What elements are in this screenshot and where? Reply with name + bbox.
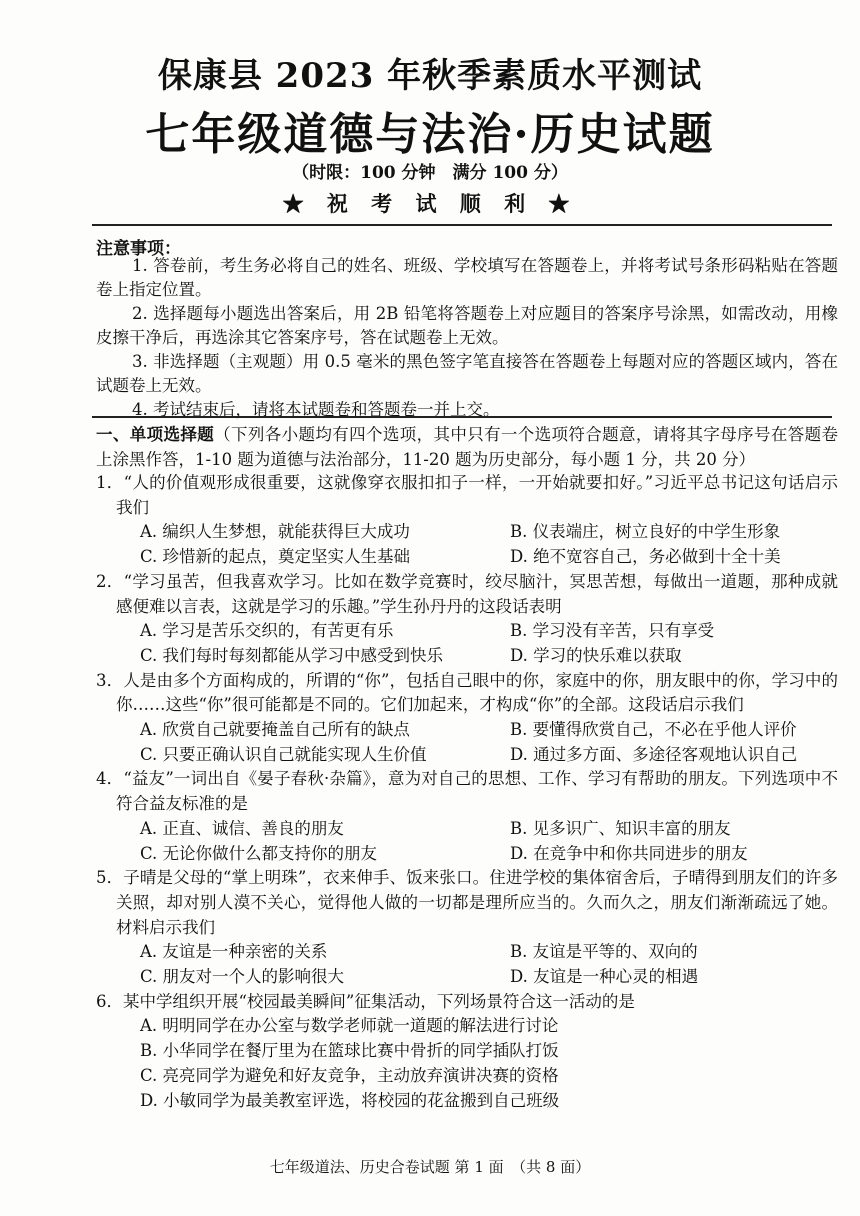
option-b: B. 要懂得欣赏自己，不必在乎他人评价 [510, 720, 797, 740]
question-options [96, 520, 838, 569]
exam-time-score: （时限：100 分钟 满分 100 分） [292, 163, 568, 183]
question-6 [96, 990, 838, 1114]
option-c: C. 朋友对一个人的影响很大 [140, 967, 345, 987]
option-d: D. 在竞争中和你共同进步的朋友 [510, 843, 748, 863]
option-c: C. 珍惜新的起点，奠定坚实人生基础 [140, 547, 411, 567]
notes-list [96, 254, 838, 422]
question-1 [96, 471, 838, 570]
option-a: A. 编织人生梦想，就能获得巨大成功 [140, 522, 410, 542]
option-c: C. 无论你做什么都支持你的朋友 [140, 843, 378, 863]
note-item: 1. 答卷前，考生务必将自己的姓名、班级、学校填写在答题卷上，并将考试号条形码粘贴在答题卷上指定位置。 [96, 256, 838, 299]
question-5 [96, 866, 838, 990]
section-heading [96, 422, 838, 472]
option-c: C. 我们每时每刻都能从学习中感受到快乐 [140, 645, 444, 665]
header-rule [92, 224, 832, 226]
option-b: B. 小华同学在餐厅里为在篮球比赛中骨折的同学插队打饭 [140, 1041, 559, 1061]
option-b: B. 学习没有辛苦，只有享受 [510, 621, 715, 641]
question-stem: 2．“学习虽苦，但我喜欢学习。比如在数学竞赛时，绞尽脑汁，冥思苦想，每做出一道题，那种成就感便难以言表，这就是学习的乐趣。”学生孙丹丹的这段话表明 [96, 571, 838, 616]
question-3 [96, 669, 838, 768]
option-d: D. 友谊是一种心灵的相遇 [510, 967, 699, 987]
option-d: D. 绝不宽容自己，务必做到十全十美 [510, 547, 781, 567]
question-2 [96, 570, 838, 669]
note-item: 4. 考试结束后，请将本试题卷和答题卷一并上交。 [132, 400, 500, 419]
notes-title: 注意事项： [96, 239, 181, 259]
question-stem: 4．“益友”一词出自《晏子春秋·杂篇》，意为对自己的思想、工作、学习有帮助的朋友。下列选项中不符合益友标准的是 [96, 769, 838, 814]
question-4 [96, 767, 838, 866]
question-options [96, 940, 838, 989]
option-c: C. 亮亮同学为避免和好友竞争，主动放弃演讲决赛的资格 [140, 1065, 559, 1085]
section-description: （下列各小题均有四个选项，其中只有一个选项符合题意，请将其字母序号在答题卷上涂黑作答，1-10 题为道德与法治部分，11-20 题为历史部分，每小题 1 分，共 20 分） [96, 425, 839, 469]
option-a: A. 学习是苦乐交织的，有苦更有乐 [140, 621, 394, 641]
question-stem: 5．子晴是父母的“掌上明珠”，衣来伸手、饭来张口。住进学校的集体宿舍后，子晴得到朋友们的许多关照，却对别人漠不关心，觉得他人做的一切都是理所应当的。久而久之，朋友们渐渐疏远了她。材料启示我们 [96, 868, 838, 937]
section-title: 一、单项选择题 [96, 425, 215, 444]
option-d: D. 通过多方面、多途径客观地认识自己 [510, 744, 798, 764]
question-stem: 1．“人的价值观形成很重要，这就像穿衣服扣扣子一样，一开始就要扣好。”习近平总书记这句话启示我们 [96, 473, 838, 517]
question-list [96, 471, 838, 1113]
note-item: 3. 非选择题（主观题）用 0.5 毫米的黑色签字笔直接答在答题卷上每题对应的答题区域内，答在试题卷上无效。 [96, 352, 838, 395]
option-a: A. 友谊是一种亲密的关系 [140, 942, 328, 962]
option-c: C. 只要正确认识自己就能实现人生价值 [140, 744, 427, 764]
option-d: D. 学习的快乐难以获取 [510, 645, 682, 665]
option-b: B. 见多识广、知识丰富的朋友 [510, 818, 731, 838]
exam-title: 保康县 2023 年秋季素质水平测试 [157, 56, 703, 96]
note-item: 2. 选择题每小题选出答案后，用 2B 铅笔将答题卷上对应题目的答案序号涂黑，如需改动，用橡皮擦干净后，再选涂其它答案序号，答在试题卷上无效。 [96, 304, 838, 347]
option-d: D. 小敏同学为最美教室评选，将校园的花盆搬到自己班级 [140, 1090, 560, 1110]
notes-rule [92, 416, 832, 418]
question-options [96, 718, 838, 767]
question-options [96, 817, 838, 866]
question-options [96, 619, 838, 668]
page-footer: 七年级道法、历史合卷试题 第 1 面 （共 8 面） [269, 1158, 591, 1176]
question-stem: 3．人是由多个方面构成的，所谓的“你”，包括自己眼中的你，家庭中的你，朋友眼中的你，学习中的你……这些“你”很可能都是不同的。它们加起来，才构成“你”的全部。这段话启示我们 [96, 670, 838, 715]
exam-subject-title: 七年级道德与法治·历史试题 [145, 109, 715, 160]
option-b: B. 仪表端庄，树立良好的中学生形象 [510, 522, 781, 542]
option-a: A. 欣赏自己就要掩盖自己所有的缺点 [140, 720, 410, 740]
option-a: A. 正直、诚信、善良的朋友 [140, 818, 344, 838]
option-b: B. 友谊是平等的、双向的 [510, 942, 698, 962]
blessing-line: ★ 祝 考 试 顺 利 ★ [282, 191, 578, 216]
question-stem: 6．某中学组织开展“校园最美瞬间”征集活动，下列场景符合这一活动的是 [96, 991, 635, 1011]
question-options [96, 1014, 838, 1113]
option-a: A. 明明同学在办公室与数学老师就一道题的解法进行讨论 [140, 1016, 559, 1036]
